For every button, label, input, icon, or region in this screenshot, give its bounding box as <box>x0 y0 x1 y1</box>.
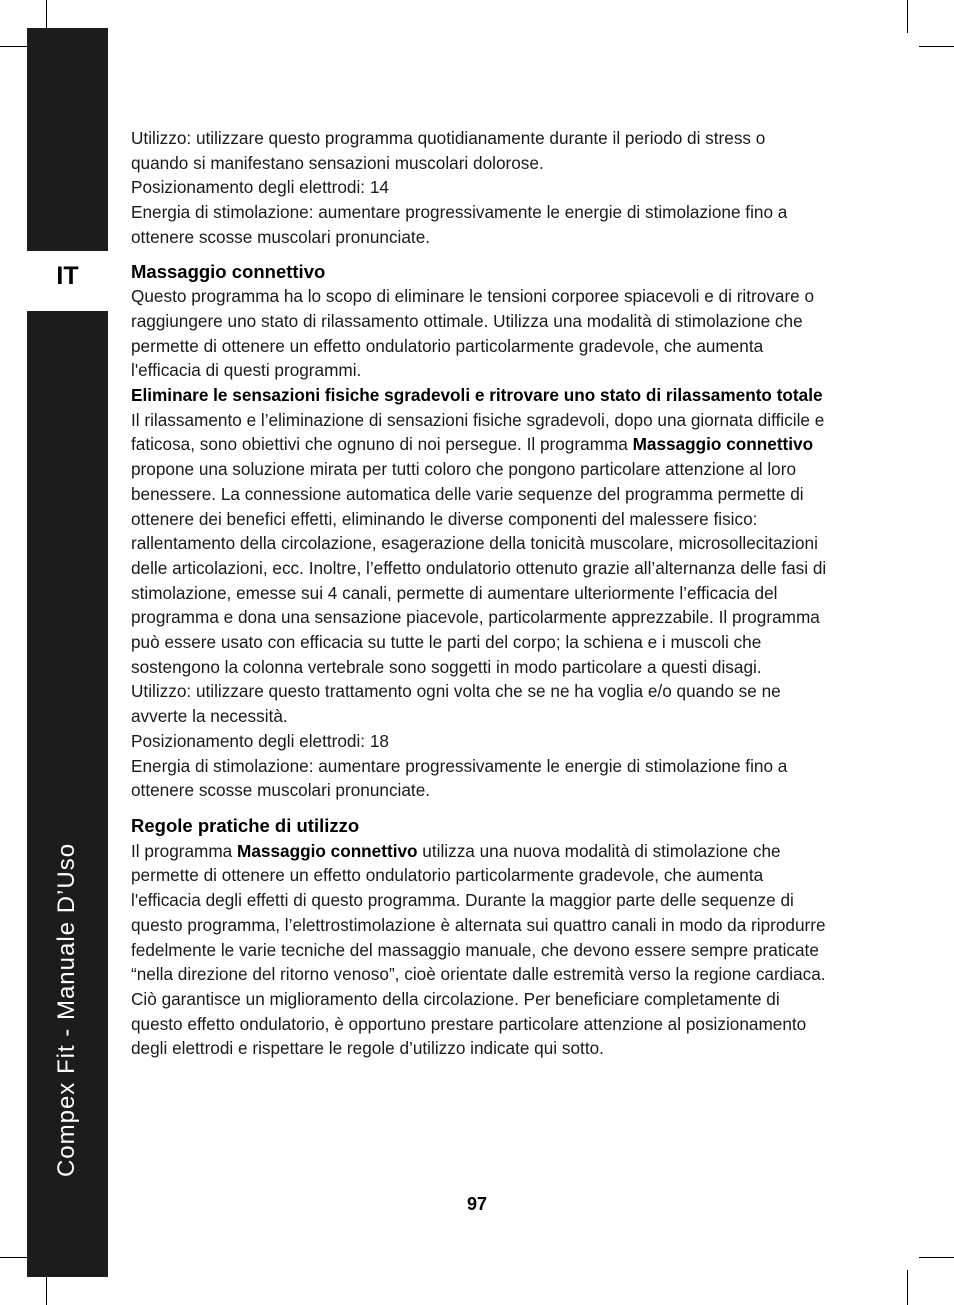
intro-utilizzo: Utilizzo: utilizzare questo programma quotidianamente durante il periodo di stress o quando si manifestano sensazioni muscolari dolorose. <box>131 128 766 173</box>
page-content <box>131 126 827 1061</box>
section-energia: Energia di stimolazione: aumentare progressivamente le energie di stimolazione fino a ottenere scosse muscolari pronunciate. <box>131 755 788 801</box>
section-utilizzo: Utilizzo: utilizzare questo trattamento ogni volta che se ne ha voglia e/o quando se ne avverte la necessità. <box>131 681 781 727</box>
body-text-bold: Massaggio connettivo <box>632 434 814 455</box>
section-heading-regole: Regole pratiche di utilizzo <box>131 814 360 836</box>
section-description: Questo programma ha lo scopo di eliminare le tensioni corporee spiacevoli e di ritrovare o raggiungere uno stato di rilassamento ottimale. Utilizza una modalità di stimolazione che permette di ottenere un effetto ondulatorio particolarmente gradevole, che aumenta l'efficacia di questi programmi. <box>131 286 815 381</box>
intro-energia: Energia di stimolazione: aumentare progressivamente le energie di stimolazione fino a ottenere scosse muscolari pronunciate. <box>131 202 788 247</box>
body-text-pre: Il programma <box>131 840 238 861</box>
body-text-pre: Il rilassamento e l’eliminazione di sensazioni fisiche sgradevoli, dopo una giornata difficile e faticosa, sono obiettivi che ognuno di noi persegue. Il programma <box>131 409 825 455</box>
crop-mark <box>907 1270 908 1305</box>
regole-body-paragraph <box>131 839 827 1061</box>
section-posizionamento: Posizionamento degli elettrodi: 18 <box>131 730 389 751</box>
intro-posizionamento: Posizionamento degli elettrodi: 14 <box>131 177 389 198</box>
section-subheading: Eliminare le sensazioni fisiche sgradevoli e ritrovare uno stato di rilassamento totale <box>131 385 823 406</box>
crop-mark <box>907 0 908 33</box>
page-number: 97 <box>466 1194 488 1214</box>
body-text-post: propone una soluzione mirata per tutti coloro che pongono particolare attenzione al loro benessere. La connessione automatica delle varie sequenze del programma permette di ottenere dei benefici effetti, eliminando le diverse componenti del malessere fisico: rallentamento della circolazione, esagerazione della tonicità muscolare, microsollecitazioni delle articolazioni, ecc. Inoltre, l’effetto ondulatorio ottenuto grazie all’alternanza delle fasi di stimolazione, emesse sui 4 canali, permette di aumentare ulteriormente l’efficacia del programma e dona una sensazione piacevole, particolarmente apprezzabile. Il programma può essere usato con efficacia su tutte le parti del corpo; la schiena e i muscoli che sostengono la colonna vertebrale sono soggetti in modo particolare a questi disagi. <box>131 459 827 677</box>
language-label: IT <box>56 262 79 290</box>
crop-mark <box>919 46 954 47</box>
manual-title-vertical: Compex Fit - Manuale D’Uso <box>53 842 80 1178</box>
crop-mark <box>919 1257 954 1258</box>
section-heading-massaggio: Massaggio connettivo <box>131 260 326 282</box>
body-text-post: utilizza una nuova modalità di stimolazione che permette di ottenere un effetto ondulatorio particolarmente gradevole, che aumenta l'efficacia degli effetti di questo programma. Durante la maggior parte delle sequenze di questo programma, l’elettrostimolazione è alternata sui quattro canali in modo da riprodurre fedelmente le varie tecniche del massaggio manuale, che devono essere sempre praticate “nella direzione del ritorno venoso”, cioè orientate dalle estremità verso la regione cardiaca. Ciò garantisce un miglioramento della circolazione. Per beneficiare completamente di questo effetto ondulatorio, è opportuno prestare particolare attenzione al posizionamento degli elettrodi e rispettare le regole d’utilizzo indicate qui sotto. <box>131 840 826 1059</box>
sidebar-top-band <box>27 28 108 251</box>
body-text-bold: Massaggio connettivo <box>237 840 418 861</box>
section-body-paragraph <box>131 408 827 680</box>
